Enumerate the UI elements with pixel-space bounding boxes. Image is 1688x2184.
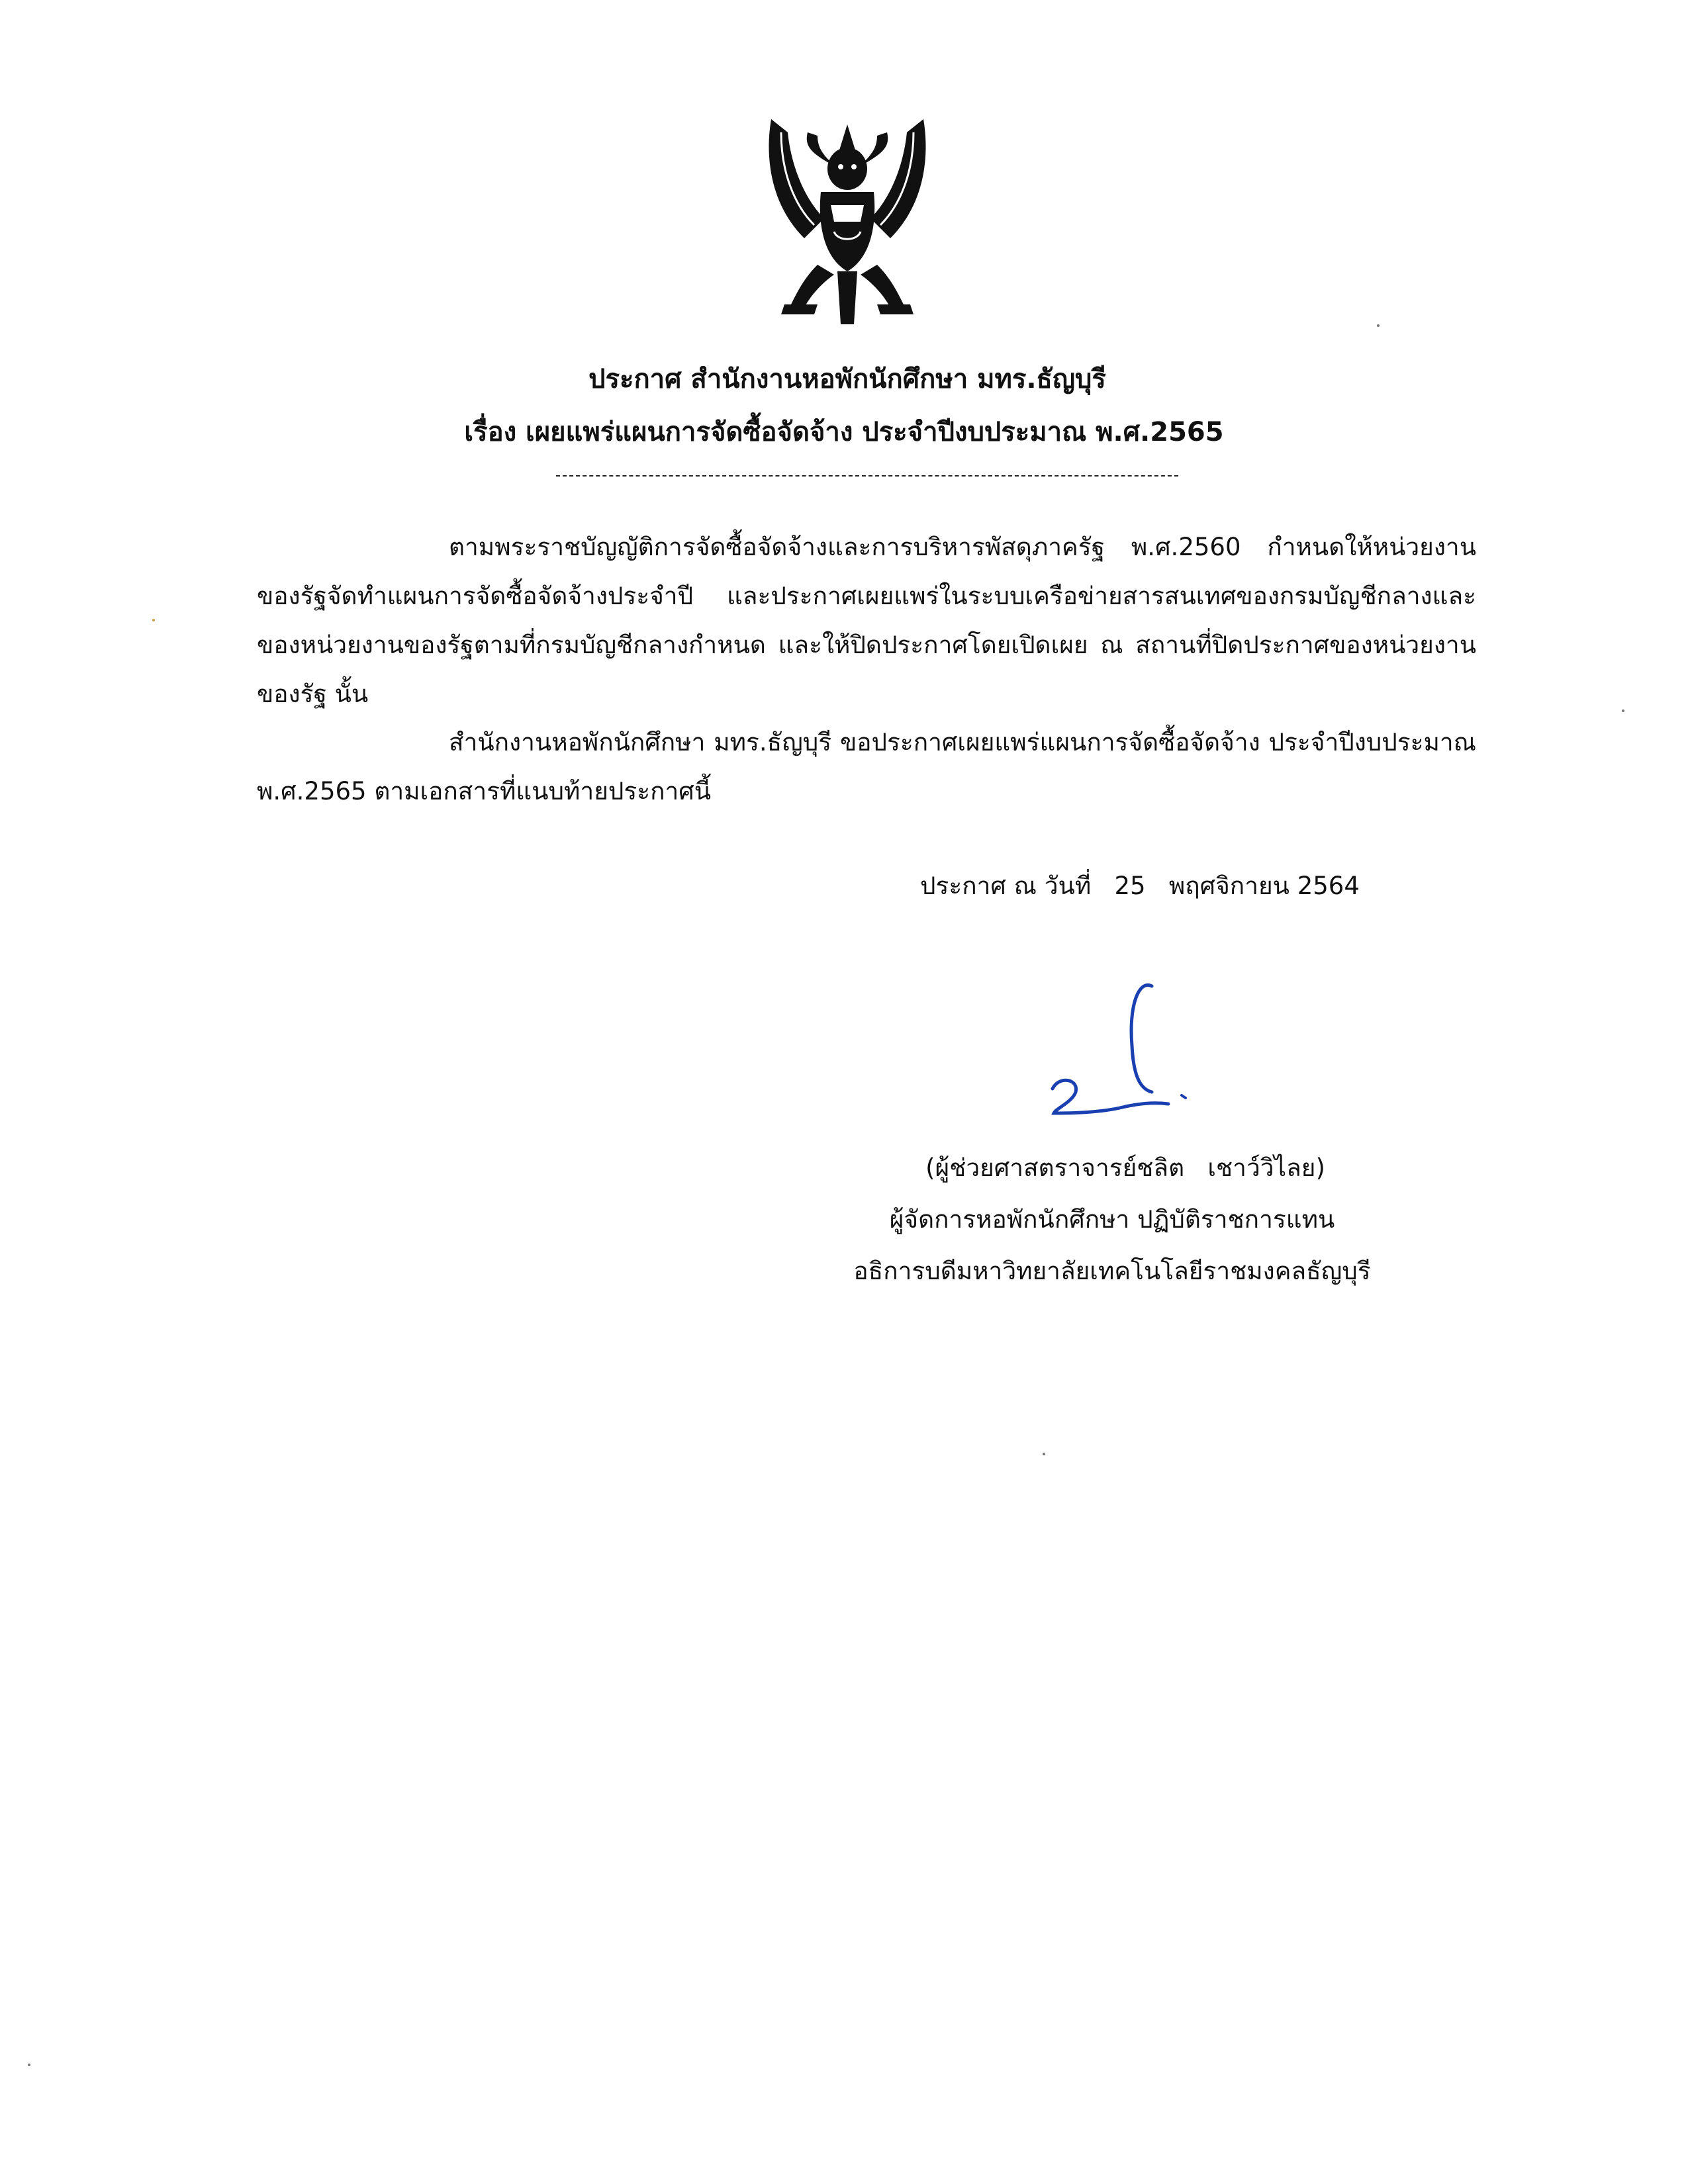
body-paragraph-1: ตามพระราชบัญญัติการจัดซื้อจัดจ้างและการบริหารพัสดุภาครัฐ พ.ศ.2560 กำหนดให้หน่วยงานของรัฐจัดทำแผนการจัดซื้อจัดจ้างประจำปี และประกาศเผยแพร่ในระบบเครือข่ายสารสนเทศของกรมบัญชีกลางและของหน่วยงานของรัฐตามที่กรมบัญชีกลางกำหนด และให้ปิดประกาศโดยเปิดเผย ณ สถานที่ปิดประกาศของหน่วยงานของรัฐ นั้น [257,533,1476,708]
signatory-name: (ผู้ช่วยศาสตราจารย์ชลิต เชาว์วิไลย) [925,1154,1325,1182]
garuda-emblem-icon [758,106,937,331]
scan-speck [152,619,155,621]
signatory-position: ผู้จัดการหอพักนักศึกษา ปฏิบัติราชการแทน [889,1205,1335,1234]
issue-date: ประกาศ ณ วันที่ 25 พฤศจิกายน 2564 [920,872,1360,900]
scan-speck [1043,1453,1045,1455]
body-paragraph-2: สำนักงานหอพักนักศึกษา มทร.ธัญบุรี ขอประกาศเผยแพร่แผนการจัดซื้อจัดจ้าง ประจำปีงบประมาณ พ.ศ.2565 ตามเอกสารที่แนบท้ายประกาศนี้ [257,728,1476,805]
announcement-title: ประกาศ สำนักงานหอพักนักศึกษา มทร.ธัญบุรี [588,364,1106,394]
handwritten-signature [1039,966,1238,1138]
scan-speck [1622,709,1624,712]
announcement-subject: เรื่อง เผยแพร่แผนการจัดซื้อจัดจ้าง ประจำปีงบประมาณ พ.ศ.2565 [464,417,1224,447]
scan-speck [28,2064,30,2066]
dashed-divider [556,475,1178,477]
scan-speck [1377,324,1380,327]
signatory-position-2: อธิการบดีมหาวิทยาลัยเทคโนโลยีราชมงคลธัญบุรี [853,1257,1371,1285]
